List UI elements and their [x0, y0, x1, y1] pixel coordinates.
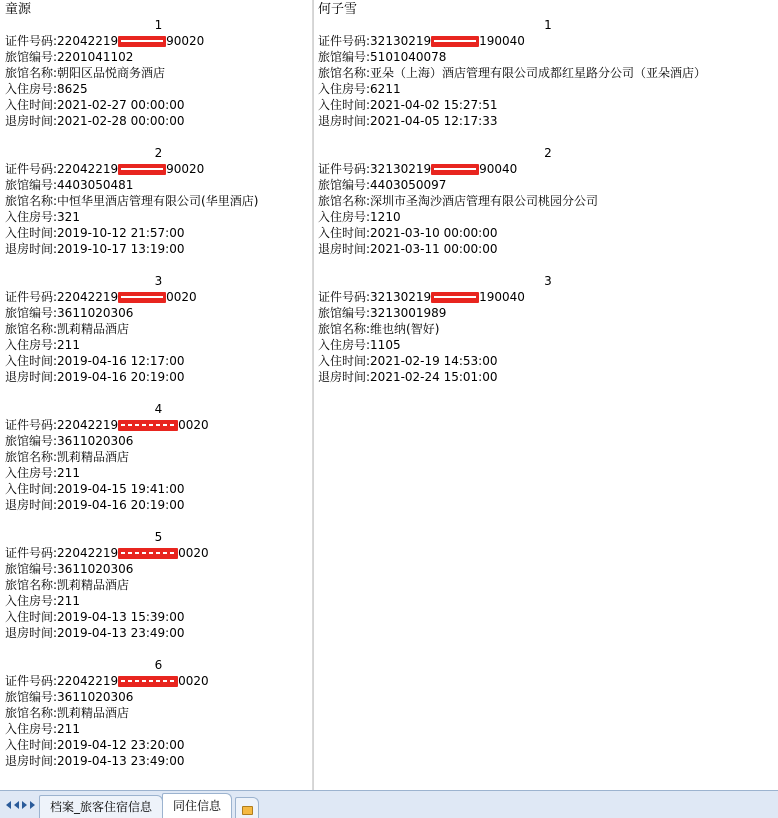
hotel-code-row [313, 177, 778, 193]
id-number-suffix: 90020 [166, 162, 205, 176]
id-number-suffix: 0020 [166, 290, 197, 304]
hotel-code-row-value: 3611020306 [57, 690, 134, 704]
spacer-row [0, 257, 312, 273]
room-number-row-label: 入住房号: [5, 466, 58, 480]
person-name-left: 童源 [5, 2, 32, 17]
record-group-number: 4 [154, 402, 163, 416]
hotel-name-row-label: 旅馆名称: [5, 194, 58, 208]
checkin-time-row-value: 2019-04-12 23:20:00 [57, 738, 185, 752]
id-number-label: 证件号码: [318, 162, 371, 176]
hotel-code-row-value: 4403050481 [57, 178, 134, 192]
hotel-code-row-label: 旅馆编号: [5, 690, 58, 704]
id-number-suffix: 190040 [479, 290, 525, 304]
id-number-suffix: 90020 [166, 34, 205, 48]
id-number-row [0, 673, 312, 689]
checkout-time-row [313, 113, 778, 129]
right-record-groups [313, 17, 778, 401]
checkout-time-row-label: 退房时间: [318, 114, 371, 128]
checkin-time-row [0, 609, 312, 625]
checkout-time-row-value: 2019-04-13 23:49:00 [57, 754, 185, 768]
room-number-row-value: 211 [57, 594, 80, 608]
room-number-row-value: 1210 [370, 210, 401, 224]
id-number-prefix: 32130219 [370, 162, 432, 176]
record-group-number: 3 [544, 274, 552, 288]
checkin-time-row [0, 97, 312, 113]
record-group-number: 2 [154, 146, 163, 160]
redaction-bar [118, 676, 178, 687]
room-number-row [313, 337, 778, 353]
hotel-name-row-label: 旅馆名称: [318, 194, 371, 208]
checkin-time-row-label: 入住时间: [318, 354, 371, 368]
hotel-name-row-value: 深圳市圣淘沙酒店管理有限公司桃园分公司 [370, 194, 599, 208]
left-column [0, 0, 313, 790]
hotel-code-row-value: 3611020306 [57, 306, 134, 320]
column-divider [313, 0, 314, 790]
id-number-suffix: 0020 [178, 674, 209, 688]
checkin-time-row-value: 2019-04-13 15:39:00 [57, 610, 185, 624]
checkout-time-row-value: 2019-10-17 13:19:00 [57, 242, 185, 256]
person-name-right: 何子雪 [318, 2, 358, 17]
checkout-time-row [0, 625, 312, 641]
checkin-time-row [0, 353, 312, 369]
hotel-name-row [0, 577, 312, 593]
id-number-prefix: 22042219 [57, 674, 119, 688]
checkout-time-row-value: 2021-02-28 00:00:00 [57, 114, 185, 128]
right-column [313, 0, 778, 790]
room-number-row [0, 593, 312, 609]
checkout-time-row-label: 退房时间: [5, 370, 58, 384]
hotel-name-row [313, 321, 778, 337]
sheet-navigation[interactable] [0, 792, 39, 818]
hotel-name-row-value: 凯莉精品酒店 [57, 578, 130, 592]
record-group-number: 6 [154, 658, 163, 672]
record-group [0, 401, 312, 529]
prev-sheet-icon[interactable] [14, 801, 19, 809]
checkin-time-row-label: 入住时间: [5, 354, 58, 368]
hotel-code-row [0, 49, 312, 65]
hotel-code-row [313, 305, 778, 321]
add-sheet-button[interactable] [235, 797, 259, 818]
record-group-number: 1 [544, 18, 552, 32]
hotel-name-row [0, 321, 312, 337]
id-number-label: 证件号码: [318, 290, 371, 304]
checkout-time-row-label: 退房时间: [5, 114, 58, 128]
checkout-time-row-value: 2019-04-16 20:19:00 [57, 498, 185, 512]
checkout-time-row-value: 2021-03-11 00:00:00 [370, 242, 498, 256]
hotel-code-row [0, 561, 312, 577]
id-number-label: 证件号码: [5, 290, 58, 304]
hotel-code-row [0, 177, 312, 193]
checkin-time-row-label: 入住时间: [5, 482, 58, 496]
room-number-row-label: 入住房号: [5, 722, 58, 736]
id-number-prefix: 32130219 [370, 290, 432, 304]
record-group [0, 657, 312, 785]
hotel-code-row-label: 旅馆编号: [5, 562, 58, 576]
checkin-time-row-label: 入住时间: [5, 98, 58, 112]
redaction-bar [118, 548, 178, 559]
hotel-name-row-label: 旅馆名称: [5, 450, 58, 464]
hotel-name-row-value: 朝阳区品悦商务酒店 [57, 66, 166, 80]
last-sheet-icon[interactable] [30, 801, 35, 809]
record-group [313, 145, 778, 273]
checkin-time-row-value: 2019-10-12 21:57:00 [57, 226, 185, 240]
checkout-time-row [0, 241, 312, 257]
checkin-time-row-label: 入住时间: [318, 226, 371, 240]
hotel-name-row [0, 193, 312, 209]
hotel-name-row-label: 旅馆名称: [5, 66, 58, 80]
checkout-time-row-value: 2019-04-13 23:49:00 [57, 626, 185, 640]
sheet-tab[interactable]: 档案_旅客住宿信息 [39, 795, 163, 818]
redaction-bar [118, 36, 166, 47]
spacer-row [0, 641, 312, 657]
hotel-name-row-value: 凯莉精品酒店 [57, 706, 130, 720]
room-number-row-value: 321 [57, 210, 80, 224]
checkin-time-row-label: 入住时间: [5, 610, 58, 624]
checkin-time-row-value: 2021-04-02 15:27:51 [370, 98, 498, 112]
room-number-row [0, 721, 312, 737]
spacer-row [0, 385, 312, 401]
hotel-code-row [0, 305, 312, 321]
id-number-row [0, 289, 312, 305]
checkin-time-row [0, 225, 312, 241]
checkin-time-row-value: 2019-04-15 19:41:00 [57, 482, 185, 496]
room-number-row [0, 81, 312, 97]
record-group [313, 17, 778, 145]
hotel-name-row [0, 449, 312, 465]
spacer-row [313, 257, 778, 273]
sheet-tab-bar [0, 790, 778, 818]
room-number-row-label: 入住房号: [5, 338, 58, 352]
sheet-tab[interactable]: 同住信息 [162, 793, 232, 818]
room-number-row-label: 入住房号: [318, 82, 371, 96]
room-number-row-label: 入住房号: [5, 594, 58, 608]
hotel-name-row-value: 中恒华里酒店管理有限公司(华里酒店) [57, 194, 259, 208]
id-number-label: 证件号码: [5, 162, 58, 176]
room-number-row-value: 8625 [57, 82, 88, 96]
id-number-label: 证件号码: [5, 674, 58, 688]
checkout-time-row-label: 退房时间: [318, 242, 371, 256]
record-group [0, 273, 312, 401]
hotel-code-row-label: 旅馆编号: [5, 306, 58, 320]
checkout-time-row-value: 2021-04-05 12:17:33 [370, 114, 498, 128]
id-number-row [0, 545, 312, 561]
sheet-tabs [39, 791, 231, 818]
id-number-prefix: 22042219 [57, 546, 119, 560]
spacer-row [313, 129, 778, 145]
room-number-row [0, 465, 312, 481]
hotel-code-row-value: 2201041102 [57, 50, 134, 64]
hotel-code-row-value: 5101040078 [370, 50, 447, 64]
checkin-time-row [0, 481, 312, 497]
checkout-time-row-label: 退房时间: [5, 498, 58, 512]
checkout-time-row [313, 369, 778, 385]
hotel-code-row-value: 3213001989 [370, 306, 447, 320]
redaction-bar [431, 292, 479, 303]
hotel-code-row [0, 433, 312, 449]
checkout-time-row-label: 退房时间: [318, 370, 371, 384]
redaction-bar [118, 292, 166, 303]
hotel-name-row-value: 凯莉精品酒店 [57, 322, 130, 336]
checkout-time-row-label: 退房时间: [5, 242, 58, 256]
checkout-time-row-value: 2021-02-24 15:01:00 [370, 370, 498, 384]
hotel-code-row-label: 旅馆编号: [318, 178, 371, 192]
room-number-row-label: 入住房号: [5, 210, 58, 224]
checkin-time-row [0, 737, 312, 753]
record-group-number: 1 [154, 18, 163, 32]
checkin-time-row [313, 225, 778, 241]
checkout-time-row [0, 497, 312, 513]
hotel-code-row-label: 旅馆编号: [5, 434, 58, 448]
id-number-prefix: 32130219 [370, 34, 432, 48]
id-number-suffix: 190040 [479, 34, 525, 48]
spacer-row [313, 385, 778, 401]
checkin-time-row-value: 2021-02-19 14:53:00 [370, 354, 498, 368]
next-sheet-icon[interactable] [22, 801, 27, 809]
hotel-name-row [313, 65, 778, 81]
room-number-row-value: 211 [57, 722, 80, 736]
id-number-row [0, 161, 312, 177]
redaction-bar [118, 164, 166, 175]
hotel-name-row-label: 旅馆名称: [5, 706, 58, 720]
id-number-prefix: 22042219 [57, 290, 119, 304]
id-number-label: 证件号码: [5, 34, 58, 48]
room-number-row [313, 81, 778, 97]
hotel-name-row [0, 705, 312, 721]
checkin-time-row-value: 2019-04-16 12:17:00 [57, 354, 185, 368]
hotel-name-row-value: 凯莉精品酒店 [57, 450, 130, 464]
id-number-suffix: 90040 [479, 162, 518, 176]
redaction-bar [118, 420, 178, 431]
room-number-row-value: 211 [57, 338, 80, 352]
record-group-number: 3 [154, 274, 163, 288]
hotel-name-row-value: 维也纳(智好) [370, 322, 440, 336]
room-number-row [313, 209, 778, 225]
hotel-code-row-label: 旅馆编号: [318, 306, 371, 320]
left-record-groups [0, 17, 312, 785]
checkout-time-row-label: 退房时间: [5, 754, 58, 768]
checkin-time-row [313, 97, 778, 113]
hotel-name-row [313, 193, 778, 209]
checkin-time-row-value: 2021-02-27 00:00:00 [57, 98, 185, 112]
id-number-row [313, 161, 778, 177]
id-number-label: 证件号码: [5, 418, 58, 432]
first-sheet-icon[interactable] [6, 801, 11, 809]
hotel-code-row-label: 旅馆编号: [5, 178, 58, 192]
hotel-code-row-label: 旅馆编号: [318, 50, 371, 64]
hotel-name-row-label: 旅馆名称: [318, 66, 371, 80]
room-number-row-value: 1105 [370, 338, 401, 352]
checkout-time-row-label: 退房时间: [5, 626, 58, 640]
hotel-code-row-value: 3611020306 [57, 434, 134, 448]
hotel-name-row [0, 65, 312, 81]
hotel-code-row [0, 689, 312, 705]
id-number-label: 证件号码: [5, 546, 58, 560]
record-group [0, 145, 312, 273]
room-number-row [0, 337, 312, 353]
record-group-number: 2 [544, 146, 552, 160]
hotel-code-row-value: 3611020306 [57, 562, 134, 576]
record-group-number: 5 [154, 530, 163, 544]
room-number-row-label: 入住房号: [318, 210, 371, 224]
id-number-row [0, 417, 312, 433]
spacer-row [0, 513, 312, 529]
checkin-time-row [313, 353, 778, 369]
hotel-name-row-value: 亚朵（上海）酒店管理有限公司成都红星路分公司（亚朵酒店） [370, 66, 707, 80]
checkin-time-row-label: 入住时间: [5, 226, 58, 240]
hotel-code-row-label: 旅馆编号: [5, 50, 58, 64]
room-number-row [0, 209, 312, 225]
record-group [0, 529, 312, 657]
room-number-row-label: 入住房号: [5, 82, 58, 96]
room-number-row-value: 211 [57, 466, 80, 480]
checkout-time-row [0, 369, 312, 385]
record-group [313, 273, 778, 401]
checkin-time-row-label: 入住时间: [318, 98, 371, 112]
hotel-name-row-label: 旅馆名称: [5, 322, 58, 336]
checkout-time-row [313, 241, 778, 257]
id-number-row [0, 33, 312, 49]
hotel-code-row [313, 49, 778, 65]
checkout-time-row [0, 753, 312, 769]
spacer-row [0, 769, 312, 785]
checkout-time-row-value: 2019-04-16 20:19:00 [57, 370, 185, 384]
id-number-suffix: 0020 [178, 418, 209, 432]
id-number-prefix: 22042219 [57, 418, 119, 432]
checkin-time-row-value: 2021-03-10 00:00:00 [370, 226, 498, 240]
id-number-label: 证件号码: [318, 34, 371, 48]
spacer-row [0, 129, 312, 145]
id-number-row [313, 33, 778, 49]
redaction-bar [431, 164, 479, 175]
id-number-prefix: 22042219 [57, 162, 119, 176]
hotel-code-row-value: 4403050097 [370, 178, 447, 192]
id-number-prefix: 22042219 [57, 34, 119, 48]
id-number-row [313, 289, 778, 305]
hotel-name-row-label: 旅馆名称: [318, 322, 371, 336]
checkout-time-row [0, 113, 312, 129]
record-group [0, 17, 312, 145]
redaction-bar [431, 36, 479, 47]
room-number-row-label: 入住房号: [318, 338, 371, 352]
hotel-name-row-label: 旅馆名称: [5, 578, 58, 592]
id-number-suffix: 0020 [178, 546, 209, 560]
checkin-time-row-label: 入住时间: [5, 738, 58, 752]
room-number-row-value: 6211 [370, 82, 401, 96]
